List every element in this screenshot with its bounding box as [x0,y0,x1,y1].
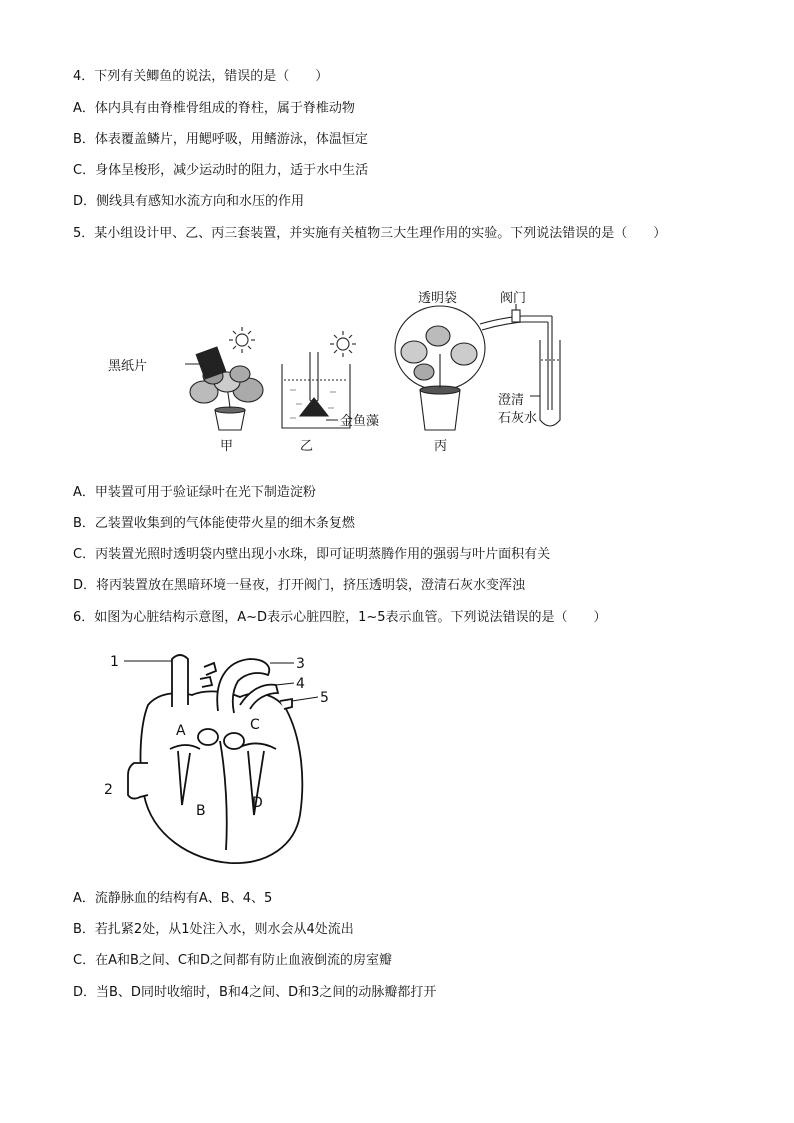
label-bing: 丙 [434,439,448,454]
chamber-a-label: A [176,723,186,739]
q5-stem: 5．某小组设计甲、乙、丙三套装置，并实施有关植物三大生理作用的实验。下列说法错误的是（ ） [73,226,667,241]
label-limewater-1: 澄清 [498,393,525,408]
chamber-b-label: B [196,803,206,819]
q4-option-c: C．身体呈梭形，减少运动时的阻力，适于水中生活 [73,163,369,178]
q6-option-d: D．当B、D同时收缩时，B和4之间、D和3之间的动脉瓣都打开 [73,985,437,1000]
q5-option-a: A．甲装置可用于验证绿叶在光下制造淀粉 [73,485,316,500]
q5-option-b: B．乙装置收集到的气体能使带火星的细木条复燃 [73,516,355,531]
vessel-4-label: 4 [296,676,305,692]
q4-option-b: B．体表覆盖鳞片，用鳃呼吸，用鳍游泳，体温恒定 [73,132,368,147]
label-yi: 乙 [300,439,314,454]
q6-stem: 6．如图为心脏结构示意图，A~D表示心脏四腔，1~5表示血管。下列说法错误的是（ ） [73,610,607,625]
q5-option-c: C．丙装置光照时透明袋内壁出现小水珠，即可证明蒸腾作用的强弱与叶片面积有关 [73,547,551,562]
q6-figure-heart [100,645,340,870]
plant-jia [190,347,263,430]
q6-option-a: A．流静脉血的结构有A、B、4、5 [73,891,273,906]
q6-option-b: B．若扎紧2处，从1处注入水，则水会从4处流出 [73,922,354,937]
chamber-d-label: D [252,795,263,811]
label-limewater-2: 石灰水 [498,411,538,426]
q4-option-d: D．侧线具有感知水流方向和水压的作用 [73,194,305,209]
vessel-3-label: 3 [296,656,305,672]
chamber-c-label: C [250,717,260,733]
label-valve: 阀门 [500,291,527,306]
label-transparent-bag: 透明袋 [418,291,458,306]
vessel-2-label: 2 [104,782,113,798]
label-goldfish-weed: 金鱼藻 [340,414,380,429]
sun-icon [330,331,356,357]
q4-stem: 4．下列有关鲫鱼的说法，错误的是（ ） [73,69,329,84]
q4-option-a: A．体内具有由脊椎骨组成的脊柱，属于脊椎动物 [73,101,355,116]
label-jia: 甲 [220,439,234,454]
vessel-1-label: 1 [110,654,119,670]
q6-option-c: C．在A和B之间、C和D之间都有防止血液倒流的房室瓣 [73,953,392,968]
sun-icon [229,327,255,353]
q5-figure-apparatus [100,280,580,460]
vessel-5-label: 5 [320,690,329,706]
label-black-paper: 黑纸片 [108,359,148,374]
q5-option-d: D．将丙装置放在黑暗环境一昼夜，打开阀门，挤压透明袋，澄清石灰水变浑浊 [73,578,526,593]
